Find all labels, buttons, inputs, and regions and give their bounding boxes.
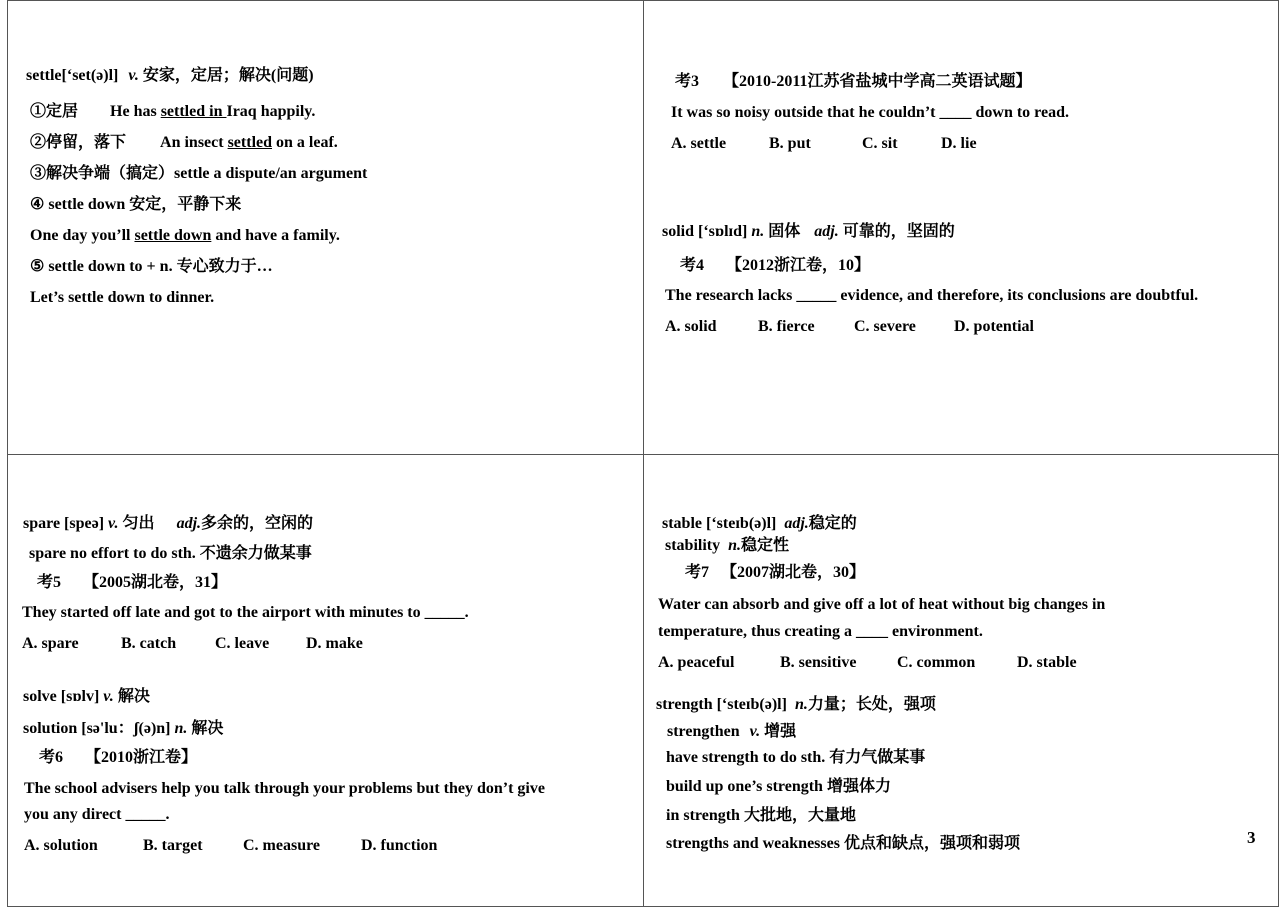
underlined-phrase: settled in [160,103,227,120]
sense-label: ②停留，落下 [30,134,127,151]
headword: settle[‘set(ə)l] [26,67,119,84]
exam-5-heading [37,573,227,593]
exam-source: 【2012浙江卷，10】 [726,257,871,274]
meaning: 稳定的 [808,515,857,532]
horizontal-divider [7,454,1279,455]
exam-7-options [658,653,1077,673]
example-text: on a leaf. [272,134,338,151]
exam-source: 【2007湖北卷，30】 [721,564,866,581]
exam-label: 考7 [685,564,710,581]
part-of-speech: n. [751,223,765,240]
part-of-speech: adj. [814,223,839,240]
exam-7-heading [685,563,865,583]
option: B. sensitive [780,654,857,671]
option: D. function [361,837,438,854]
option: C. sit [862,135,898,152]
headword: solid [‘sɒlɪd] [662,223,748,240]
part-of-speech: n. [174,720,188,737]
exam-source: 【2010-2011江苏省盐城中学高二英语试题】 [723,73,1032,90]
sense-label: ①定居 [30,103,79,120]
strength-phrase-2: build up one’s strength 增强体力 [666,778,891,795]
meaning: 固体 [768,223,801,240]
option: D. potential [954,318,1034,335]
exam-7-question-line-1: Water can absorb and give off a lot of heat without big changes in [658,596,1106,613]
exam-label: 考3 [675,73,700,90]
sense-4: ④ settle down 安定，平静下来 [30,196,242,213]
meaning: 稳定性 [741,537,790,554]
exam-6-options [24,836,437,856]
strength-phrase-3: in strength 大批地，大量地 [666,807,856,824]
headword: solve [sɒlv] [23,688,100,705]
example-text: He has [110,103,161,120]
solid-headword-line [662,222,955,242]
meaning: 解决 [191,720,224,737]
option: A. spare [22,635,79,652]
sense-4-example [30,226,340,246]
exam-source: 【2010浙江卷】 [85,749,198,766]
option: C. measure [243,837,321,854]
example-text: Iraq happily. [226,103,316,120]
option: D. make [306,635,363,652]
exam-label: 考4 [680,257,705,274]
part-of-speech: v. [128,67,139,84]
sense-2 [30,133,338,153]
spare-phrase: spare no effort to do sth. 不遗余力做某事 [29,545,312,562]
part-of-speech: adj. [784,515,809,532]
headword: stability [665,537,721,554]
strength-phrase-4: strengths and weaknesses 优点和缺点，强项和弱项 [666,835,1020,852]
sense-5-example: Let’s settle down to dinner. [30,289,215,306]
headword: strengthen [667,723,740,740]
meaning: 匀出 [122,515,155,532]
option: B. fierce [758,318,815,335]
part-of-speech: n. [728,537,742,554]
exam-3-heading [675,72,1031,92]
option: C. leave [215,635,270,652]
exam-3-question: It was so noisy outside that he couldn’t ____ down to read. [671,104,1069,121]
spare-headword-line [23,514,313,534]
exam-5-options [22,634,363,654]
underlined-phrase: settled [227,134,273,151]
example-text: An insect [160,134,228,151]
settle-headword-line [26,66,314,86]
stability-line [665,536,789,556]
strength-phrase-1: have strength to do sth. 有力气做某事 [666,749,926,766]
exam-label: 考5 [37,574,62,591]
underlined-phrase: settle down [134,227,212,244]
solve-headword-line [23,687,150,707]
exam-6-question-line-2: you any direct _____. [24,806,170,823]
strength-headword-line [656,695,936,715]
option: D. lie [941,135,977,152]
part-of-speech: v. [749,723,761,740]
meaning: 安家，定居；解决(问题) [142,67,314,84]
option: B. catch [121,635,177,652]
example-text: and have a family. [211,227,340,244]
option: A. settle [671,135,727,152]
option: D. stable [1017,654,1077,671]
option: A. solid [665,318,717,335]
exam-5-question: They started off late and got to the airport with minutes to _____. [22,604,469,621]
exam-3-options [671,134,977,154]
solution-headword-line [23,719,223,739]
option: A. solution [24,837,98,854]
strengthen-line [667,722,796,742]
exam-label: 考6 [39,749,64,766]
page-number: 3 [1247,828,1256,847]
stable-headword-line [662,514,857,534]
option: A. peaceful [658,654,735,671]
example-text: One day you’ll [30,227,135,244]
part-of-speech: v. [103,688,114,705]
exam-6-heading [39,748,197,768]
exam-4-question: The research lacks _____ evidence, and therefore, its conclusions are doubtful. [665,287,1199,304]
sense-3: ③解决争端（搞定）settle a dispute/an argument [30,165,368,182]
exam-4-heading [680,256,870,276]
option: C. severe [854,318,916,335]
exam-source: 【2005湖北卷，31】 [83,574,228,591]
option: B. put [769,135,811,152]
meaning: 解决 [117,688,150,705]
exam-4-options [665,317,1034,337]
meaning: 增强 [764,723,797,740]
exam-7-question-line-2: temperature, thus creating a ____ environment. [658,623,983,640]
sense-1 [30,102,315,122]
meaning: 可靠的，坚固的 [842,223,955,240]
part-of-speech: n. [794,696,808,713]
part-of-speech: v. [108,515,119,532]
option: B. target [143,837,203,854]
headword: solution [sə'lu：ʃ(ə)n] [23,720,171,737]
exam-6-question-line-1: The school advisers help you talk through your problems but they don’t give [24,780,545,797]
headword: stable [‘steɪb(ə)l] [662,515,777,532]
sense-5: ⑤ settle down to + n. 专心致力于… [30,258,273,275]
meaning: 多余的，空闲的 [201,515,314,532]
headword: spare [speə] [23,515,105,532]
part-of-speech: adj. [176,515,202,532]
meaning: 力量；长处，强项 [807,696,936,713]
option: C. common [897,654,976,671]
headword: strength [‘steɪb(ə)l] [656,696,787,713]
